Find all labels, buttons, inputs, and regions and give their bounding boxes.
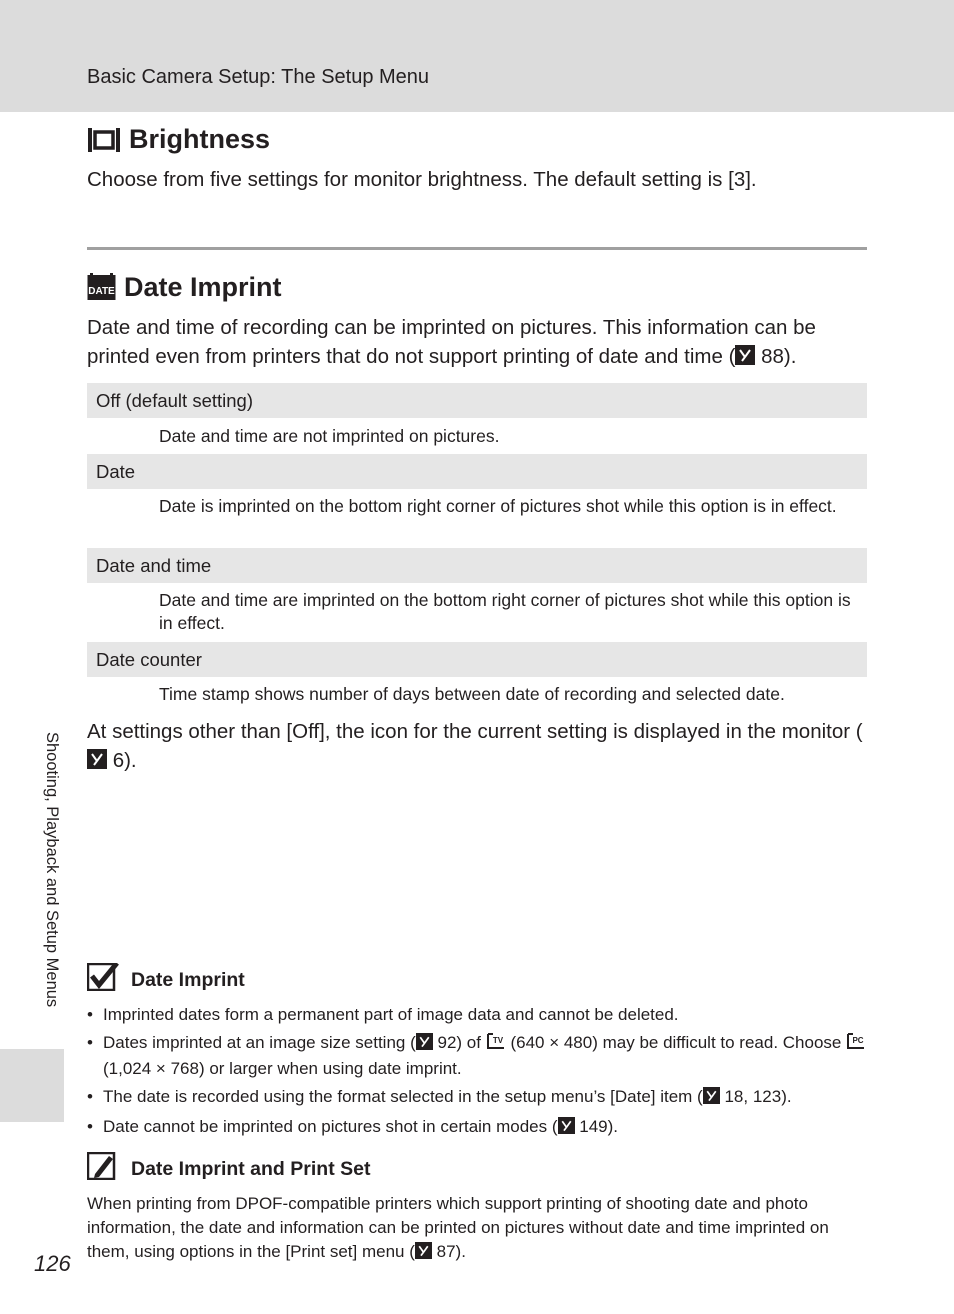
date-imprint-title: Date Imprint xyxy=(124,272,282,302)
page-number: 126 xyxy=(34,1251,71,1276)
date-imprint-after: At settings other than [Off], the icon for the current setting is displayed in the monitor ( 6). xyxy=(87,717,867,777)
option-date-counter: Date counter xyxy=(87,642,867,677)
option-off-desc: Date and time are not imprinted on pictures. xyxy=(159,426,500,446)
monitor-brightness-icon xyxy=(87,126,121,154)
date-imprint-intro: Date and time of recording can be imprinted on pictures. This information can be printed even from printers that do not support printing of date and time ( 88). xyxy=(87,313,867,373)
option-off: Off (default setting) xyxy=(87,383,867,418)
brightness-title: Brightness xyxy=(129,124,271,154)
page-reference-icon xyxy=(703,1087,720,1111)
caution-note-heading xyxy=(87,963,245,997)
svg-text:PC: PC xyxy=(852,1036,864,1045)
side-section-label: Shooting, Playback and Setup Menus xyxy=(43,732,61,1008)
page-reference-icon xyxy=(735,344,755,373)
page-reference-icon xyxy=(416,1033,433,1057)
option-date-counter-desc: Time stamp shows number of days between date of recording and selected date. xyxy=(159,684,785,704)
image-size-pc-icon xyxy=(846,1032,866,1057)
image-size-tv-icon xyxy=(486,1032,506,1057)
option-date-and-time-desc: Date and time are imprinted on the bottom right corner of pictures shot while this option is in effect. xyxy=(159,590,851,633)
info-note-title: Date Imprint and Print Set xyxy=(131,1157,371,1180)
caution-note-title: Date Imprint xyxy=(131,968,245,991)
info-note-body: When printing from DPOF-compatible printers which support printing of shooting date and photo information, the date and information can be printed on pictures without date and time imprinted on them, using options in the [Print set] menu ( 87). xyxy=(87,1192,867,1266)
section-tab xyxy=(0,1049,64,1122)
header-band xyxy=(0,0,954,112)
option-date: Date xyxy=(87,454,867,489)
svg-text:TV: TV xyxy=(492,1036,503,1045)
brightness-body: Choose from five settings for monitor brightness. The default setting is [3]. xyxy=(87,168,757,191)
option-date-and-time: Date and time xyxy=(87,548,867,583)
running-header: Basic Camera Setup: The Setup Menu xyxy=(87,66,430,88)
page-reference-icon xyxy=(558,1117,575,1141)
caution-bullets xyxy=(87,1003,877,1145)
option-date-desc: Date is imprinted on the bottom right corner of pictures shot while this option is in effect. xyxy=(159,496,837,516)
list-item: • The date is recorded using the format selected in the setup menu’s [Date] item ( 18, 123). xyxy=(87,1085,877,1111)
pencil-note-icon xyxy=(87,1152,119,1186)
svg-text:DATE: DATE xyxy=(88,286,115,297)
date-imprint-icon xyxy=(87,273,116,302)
page-reference-icon xyxy=(415,1242,432,1266)
info-note-heading xyxy=(87,1152,370,1186)
list-item: • Dates imprinted at an image size setting ( 92) of TV (640 × 480) may be difficult to read. Choose PC (1,024 × 768) or larger when using date imprint. xyxy=(87,1031,877,1081)
check-caution-icon xyxy=(87,963,119,997)
brightness-heading xyxy=(87,124,270,155)
list-item: • Date cannot be imprinted on pictures shot in certain modes ( 149). xyxy=(87,1115,877,1141)
list-item: • Imprinted dates form a permanent part of image data and cannot be deleted. xyxy=(87,1005,679,1024)
date-imprint-heading xyxy=(87,272,282,303)
page-reference-icon xyxy=(87,748,107,777)
section-divider xyxy=(87,247,867,250)
